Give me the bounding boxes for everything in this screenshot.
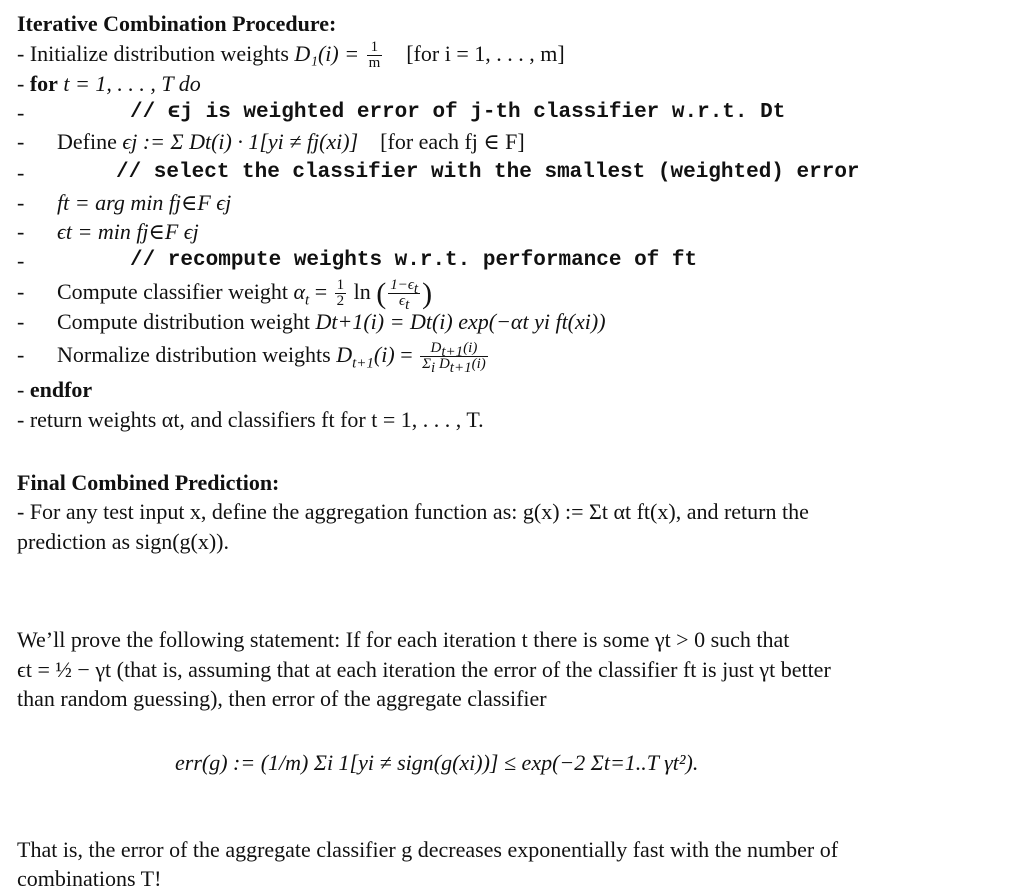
conclusion-line-2: combinations T! xyxy=(17,866,162,891)
return-line: - return weights αt, and classifiers ft for t = 1, . . . , T. xyxy=(17,407,484,432)
init-fraction xyxy=(367,40,383,71)
conclusion-line-1: That is, the error of the aggregate classifier g decreases exponentially fast with the number of xyxy=(17,837,839,862)
dist-label: Compute distribution weight xyxy=(57,309,310,334)
display-eq-text: err(g) := (1/m) Σi 1[yi ≠ sign(g(xi))] ≤ exp(−2 Σt=1..T γt²). xyxy=(175,750,699,775)
define-content xyxy=(57,128,525,156)
for-keyword: for xyxy=(29,71,58,96)
dist-content xyxy=(57,308,606,336)
norm-label: Normalize distribution weights xyxy=(57,342,331,367)
statement-line-1: We’ll prove the following statement: If for each iteration t there is some γt > 0 such that xyxy=(17,627,790,652)
comment-2: // select the classifier with the smallest (weighted) error xyxy=(116,161,860,184)
define-math: ϵj := Σ Dt(i) · 1[yi ≠ fj(xi)] xyxy=(122,129,359,154)
init-math: D₁(i) = xyxy=(294,41,360,66)
procedure-title: Iterative Combination Procedure: xyxy=(17,11,337,36)
alpha-label: Compute classifier weight xyxy=(57,279,288,304)
init-frac-num: 1 xyxy=(367,40,383,56)
norm-content: Normalize distribution weights $D_{t+1}(i)$ = $\frac{D_{t+1}(i)}{\Sigma_i D_{t+1}(i)}$ xyxy=(57,340,486,377)
endfor-line: - endfor xyxy=(17,377,93,402)
final-line-2: prediction as sign(g(x)). xyxy=(17,529,229,554)
statement-line-3: than random guessing), then error of the aggregate classifier xyxy=(17,686,547,711)
comment-3: // recompute weights w.r.t. performance of ft xyxy=(130,249,698,272)
display-equation xyxy=(175,726,775,816)
comment-1: // ϵj is weighted error of j-th classifier w.r.t. Dt xyxy=(130,101,786,124)
init-line xyxy=(17,40,565,71)
statement-line-2: ϵt = ½ − γt (that is, assuming that at each iteration the error of the classifier ft is just γt better xyxy=(17,657,831,682)
define-range: [for each fj ∈ F] xyxy=(380,129,525,154)
for-line: - for t = 1, . . . , T do xyxy=(17,71,201,96)
alpha-content: Compute classifier weight $\alpha_t$ = $\frac{1}{2}$ ln ( $\frac{1-\epsilon_t}{\epsilon_t}$ ) xyxy=(57,277,433,314)
init-range: [for i = 1, . . . , m] xyxy=(406,41,565,66)
init-text: - Initialize distribution weights xyxy=(17,41,289,66)
min-math: ϵt = min fj∈F ϵj xyxy=(57,219,199,244)
endfor-keyword: endfor xyxy=(29,377,93,402)
dist-math: Dt+1(i) = Dt(i) exp(−αt yi ft(xi)) xyxy=(315,309,606,334)
argmin-math: ft = arg min fj∈F ϵj xyxy=(57,190,232,215)
final-title: Final Combined Prediction: xyxy=(17,470,280,495)
define-label: Define xyxy=(57,129,117,154)
for-rest: t = 1, . . . , T do xyxy=(63,71,201,96)
final-line-1: - For any test input x, define the aggregation function as: g(x) := Σt αt ft(x), and return the xyxy=(17,499,809,524)
init-frac-den: m xyxy=(368,55,381,72)
